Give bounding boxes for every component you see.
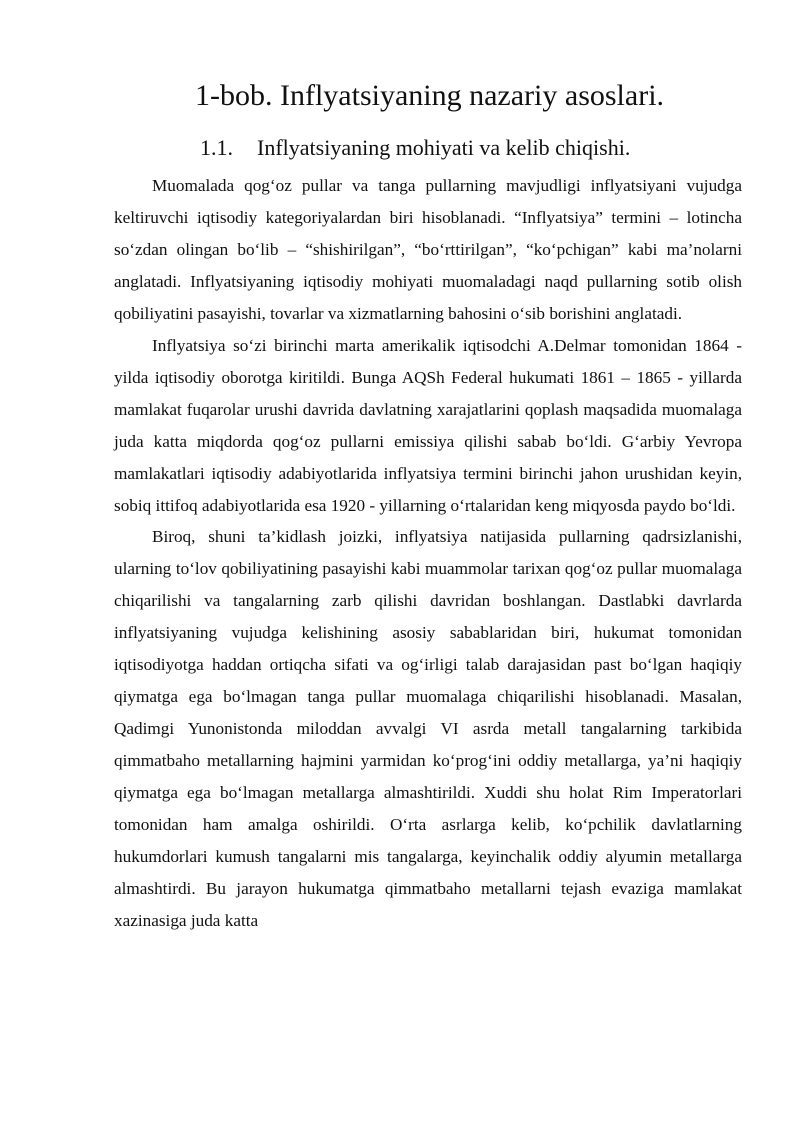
paragraph: Muomalada qog‘oz pullar va tanga pullarning mavjudligi inflyatsiyani vujudga keltiruvchi iqtisodiy kategoriyalardan biri hisoblanadi. “Inflyatsiya” termini – lotincha so‘zdan olingan bo‘lib – “shishirilgan”, “bo‘rttirilgan”, “ko‘pchigan” kabi ma’nolarni anglatadi. Inflyatsiyaning iqtisodiy mohiyati muomaladagi naqd pullarning sotib olish qobiliyatini pasayishi, tovarlar va xizmatlarning bahosini o‘sib borishini anglatadi. — [114, 176, 742, 323]
section-number: 1.1. — [200, 135, 233, 160]
section-heading — [0, 133, 800, 163]
paragraph: Biroq, shuni ta’kidlash joizki, inflyatsiya natijasida pullarning qadrsizlanishi, ularning to‘lov qobiliyatining pasayishi kabi muammolar tarixan qog‘oz pullar muomalaga chiqarilishi va tangalarning zarb qilishi davridan boshlangan. Dastlabki davrlarda inflyatsiyaning vujudga kelishining asosiy sabablaridan biri, hukumat tomonidan iqtisodiyotga haddan ortiqcha sifati va og‘irligi talab darajasidan past bo‘lgan haqiqiy qiymatga ega bo‘lmagan tanga pullar muomalaga chiqarilishi hisoblanadi. Masalan, Qadimgi Yunonistonda miloddan avvalgi VI asrda metall tangalarning tarkibida qimmatbaho metallarning hajmini yarmidan ko‘prog‘ini oddiy metallarga, ya’ni haqiqiy qiymatga ega bo‘lmagan metallarga almashtirildi. Xuddi shu holat Rim Imperatorlari tomonidan ham amalga oshirildi. O‘rta asrlarga kelib, ko‘pchilik davlatlarning hukumdorlari kumush tangalarni mis tangalarga, keyinchalik oddiy alyumin metallarga almashtirdi. Bu jarayon hukumatga qimmatbaho metallarni tejash evaziga mamlakat xazinasiga juda katta — [114, 527, 742, 930]
paragraph: Inflyatsiya so‘zi birinchi marta amerikalik iqtisodchi A.Delmar tomonidan 1864 - yilda iqtisodiy oborotga kiritildi. Bunga AQSh Federal hukumati 1861 – 1865 - yillarda mamlakat fuqarolar urushi davrida davlatning xarajatlarini qoplash maqsadida muomalaga juda katta miqdorda qog‘oz pullarni emissiya qilishi sabab bo‘ldi. G‘arbiy Yevropa mamlakatlari iqtisodiy adabiyotlarida inflyatsiya termini birinchi jahon urushidan keyin, sobiq ittifoq adabiyotlarida esa 1920 - yillarning o‘rtalaridan keng miqyosda paydo bo‘ldi. — [114, 335, 742, 515]
body-text — [114, 170, 742, 937]
chapter-title: 1-bob. Inflyatsiyaning nazariy asoslari. — [195, 79, 665, 112]
section-title: Inflyatsiyaning mohiyati va kelib chiqishi. — [257, 135, 631, 160]
